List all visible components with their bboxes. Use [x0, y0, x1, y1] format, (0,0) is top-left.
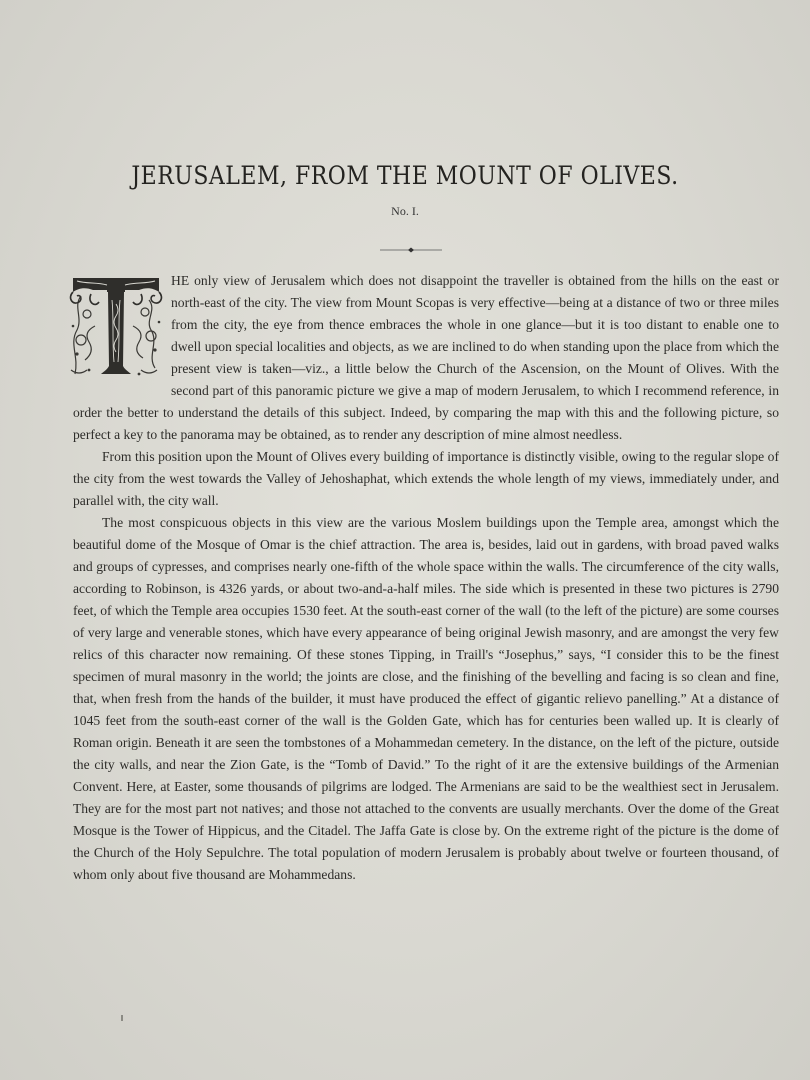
ornamental-divider: [380, 247, 442, 253]
article-body: [73, 270, 779, 886]
section-number: No. I.: [391, 204, 419, 218]
paragraph-1: [73, 270, 779, 446]
page-title: JERUSALEM, FROM THE MOUNT OF OLIVES.: [131, 162, 679, 191]
paragraph-2: From this position upon the Mount of Olives every building of importance is distinctly visible, owing to the regular slope of the city from the west towards the Valley of Jehoshaphat, which extends the whole length of my views, immediately under, and parallel with, the city wall.: [73, 449, 779, 508]
printer-mark: [121, 1015, 123, 1021]
decorated-initial: [67, 270, 165, 382]
paragraph-1-text: HE only view of Jerusalem which does not disappoint the traveller is obtained from the hills on the east or north-east of the city. The view from Mount Scopas is very effective—being at a distance of two or three miles from the city, the eye from thence embraces the whole in one glance—but it is too distant to enable one to dwell upon special localities and objects, as we are inclined to do when standing upon the place from which the present view is taken—viz., a little below the Church of the Ascension, on the Mount of Olives. With the second part of this panoramic picture we give a map of modern Jerusalem, to which I recommend reference, in order the better to understand the details of this subject. Indeed, by comparing the map with this and the following picture, so perfect a key to the panorama may be obtained, as to render any description of mine almost needless.: [73, 273, 779, 442]
ornate-initial-t-icon: [67, 270, 165, 382]
paragraph-3: The most conspicuous objects in this view are the various Moslem buildings upon the Temple area, amongst which the beautiful dome of the Mosque of Omar is the chief attraction. The area is, besides, laid out in gardens, with broad paved walks and groups of cypresses, and comprises nearly one-fifth of the whole space within the walls. The circumference of the city walls, according to Robinson, is 4326 yards, or about two-and-a-half miles. The side which is presented in these two pictures is 2790 feet, of which the Temple area occupies 1530 feet. At the south-east corner of the wall (to the left of the picture) are some courses of very large and venerable stones, which have every appearance of being original Jewish masonry, and are amongst the very few relics of this character now remaining. Of these stones Tipping, in Traill's “Josephus,” says, “I consider this to be the finest specimen of mural masonry in the world; the joints are close, and the finishing of the bevelling and facing is so clean and fine, that, when fresh from the hands of the builder, it must have produced the effect of gigantic relievo panelling.” At a distance of 1045 feet from the south-east corner of the wall is the Golden Gate, which has for centuries been walled up. It is clearly of Roman origin. Beneath it are seen the tombstones of a Mohammedan cemetery. In the distance, on the left of the picture, outside the city walls, and near the Zion Gate, is the “Tomb of David.” To the right of it are the extensive buildings of the Armenian Convent. Here, at Easter, some thousands of pilgrims are lodged. The Armenians are said to be the wealthiest sect in Jerusalem. They are for the most part not natives; and those not attached to the convents are usually merchants. Over the dome of the Great Mosque is the Tower of Hippicus, and the Citadel. The Jaffa Gate is close by. On the extreme right of the picture is the dome of the Church of the Holy Sepulchre. The total population of modern Jerusalem is probably about twelve or fourteen thousand, of whom only about five thousand are Mohammedans.: [73, 515, 779, 882]
